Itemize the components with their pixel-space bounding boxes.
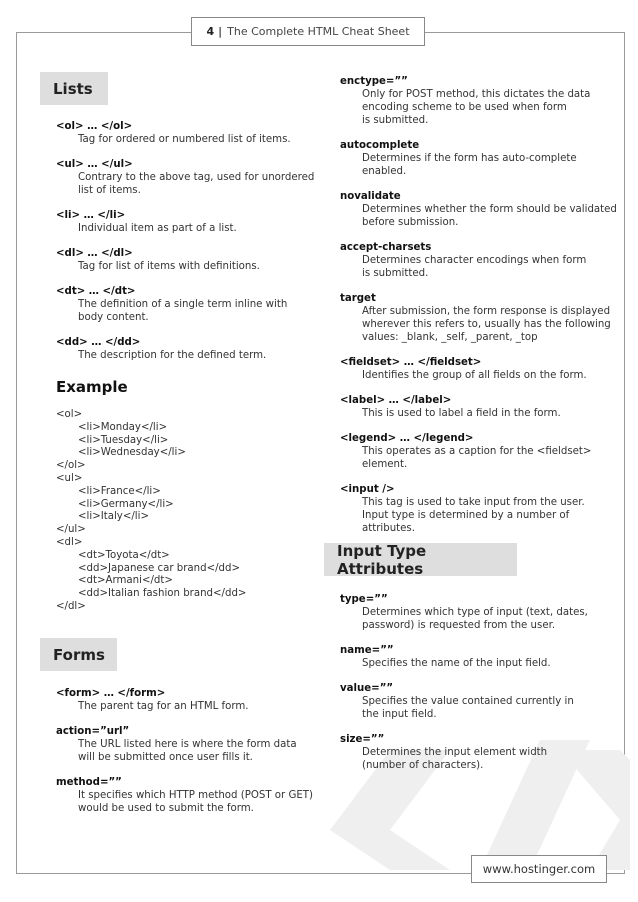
entry-term: value=”” <box>340 683 394 694</box>
entry-desc: Determines which type of input (text, dates, password) is requested from the user. <box>362 607 588 631</box>
list-entry <box>56 158 316 197</box>
entry-term: accept-charsets <box>340 242 432 253</box>
code-line: <dd>Japanese car brand</dd> <box>78 562 241 574</box>
list-entry <box>340 644 620 670</box>
entry-desc: This is used to label a field in the form. <box>362 408 561 419</box>
list-entry <box>340 190 620 229</box>
entry-desc: This operates as a caption for the <fieldset> element. <box>362 446 592 470</box>
header-separator: | <box>218 25 223 38</box>
entry-desc: The URL listed here is where the form data will be submitted once user fills it. <box>78 739 297 763</box>
code-line: <ol> <box>56 409 83 420</box>
footer-url-text[interactable]: www.hostinger.com <box>482 862 596 876</box>
entry-desc: This tag is used to take input from the user. Input type is determined by a number of attributes. <box>362 497 585 534</box>
entry-term: <form> … </form> <box>56 688 166 699</box>
page-header <box>191 17 425 46</box>
list-entry <box>340 241 620 280</box>
entry-term: <ul> … </ul> <box>56 159 133 170</box>
entry-desc: Determines if the form has auto-complete enabled. <box>362 153 577 177</box>
list-entry <box>340 292 620 344</box>
lists-heading-text: Lists <box>53 79 93 98</box>
entry-desc: It specifies which HTTP method (POST or GET) would be used to submit the form. <box>78 790 313 814</box>
entry-term: <ol> … </ol> <box>56 121 133 132</box>
example-heading: Example <box>56 378 128 396</box>
entry-term: <dd> … </dd> <box>56 337 141 348</box>
entry-term: <legend> … </legend> <box>340 433 474 444</box>
list-entry <box>340 432 620 471</box>
list-entry <box>340 593 620 632</box>
list-entry <box>56 725 316 764</box>
entry-desc: After submission, the form response is displayed wherever this refers to, usually has the following values: _blank, _self, _parent, _top <box>362 306 611 343</box>
list-entry <box>56 687 316 713</box>
list-entry <box>56 209 316 235</box>
entry-desc: The description for the defined term. <box>78 350 267 361</box>
entry-desc: Determines character encodings when form is submitted. <box>362 255 587 279</box>
forms-entries <box>56 687 316 827</box>
list-entry <box>340 682 620 721</box>
entry-term: size=”” <box>340 734 385 745</box>
lists-entries <box>56 120 316 374</box>
code-line: <li>France</li> <box>78 485 161 497</box>
code-line: </dl> <box>56 600 86 612</box>
entry-term: <dt> … </dt> <box>56 286 136 297</box>
code-line: </ul> <box>56 524 86 536</box>
entry-desc: Contrary to the above tag, used for unordered list of items. <box>78 172 315 196</box>
code-line: <li>Italy</li> <box>78 511 149 523</box>
forms-heading-text: Forms <box>53 645 105 664</box>
entry-term: enctype=”” <box>340 76 408 87</box>
entry-desc: Tag for ordered or numbered list of items. <box>78 134 291 145</box>
code-line: <li>Monday</li> <box>78 421 168 433</box>
code-line: <li>Tuesday</li> <box>78 434 169 446</box>
list-entry <box>56 336 316 362</box>
entry-desc: Specifies the value contained currently in the input field. <box>362 696 574 720</box>
code-line: </ol> <box>56 460 86 472</box>
input-type-attributes-heading-text: Input Type Attributes <box>337 541 427 578</box>
code-line: <ul> <box>56 472 83 484</box>
list-entry <box>56 247 316 273</box>
entry-desc: Tag for list of items with definitions. <box>78 261 260 272</box>
footer-url[interactable] <box>471 855 607 883</box>
entry-desc: Only for POST method, this dictates the data encoding scheme to be used when form is submitted. <box>362 89 591 126</box>
entry-desc: Identifies the group of all fields on the form. <box>362 370 587 381</box>
code-line: <dl> <box>56 536 83 548</box>
header-title: The Complete HTML Cheat Sheet <box>227 25 410 38</box>
entry-desc: Individual item as part of a list. <box>78 223 237 234</box>
code-line: <dt>Armani</dt> <box>78 575 173 587</box>
example-code-block <box>56 409 246 614</box>
entry-term: autocomplete <box>340 140 420 151</box>
list-entry <box>340 75 620 127</box>
entry-term: target <box>340 293 376 304</box>
entry-term: type=”” <box>340 594 388 605</box>
list-entry <box>340 733 620 772</box>
list-entry <box>340 483 620 535</box>
page-number: 4 <box>206 25 215 38</box>
entry-term: <li> … </li> <box>56 210 126 221</box>
entry-term: name=”” <box>340 645 394 656</box>
entry-desc: Determines whether the form should be validated before submission. <box>362 204 617 228</box>
code-line: <dd>Italian fashion brand</dd> <box>78 588 247 600</box>
entry-desc: The definition of a single term inline with body content. <box>78 299 288 323</box>
input-type-attributes-heading <box>324 543 517 576</box>
entry-term: <dl> … </dl> <box>56 248 133 259</box>
entry-desc: Determines the input element width (number of characters). <box>362 747 548 771</box>
entry-term: <fieldset> … </fieldset> <box>340 357 482 368</box>
list-entry <box>56 120 316 146</box>
entry-desc: Specifies the name of the input field. <box>362 658 551 669</box>
list-entry <box>340 139 620 178</box>
list-entry <box>340 356 620 382</box>
entry-term: <label> … </label> <box>340 395 452 406</box>
code-line: <dt>Toyota</dt> <box>78 549 170 561</box>
list-entry <box>56 285 316 324</box>
list-entry <box>340 394 620 420</box>
entry-desc: The parent tag for an HTML form. <box>78 701 249 712</box>
entry-term: method=”” <box>56 777 122 788</box>
input-attribute-entries <box>340 593 620 784</box>
code-line: <li>Germany</li> <box>78 498 174 510</box>
entry-term: <input /> <box>340 484 395 495</box>
entry-term: novalidate <box>340 191 401 202</box>
lists-heading <box>40 72 108 105</box>
list-entry <box>56 776 316 815</box>
form-attribute-entries <box>340 75 620 547</box>
forms-heading <box>40 638 117 671</box>
entry-term: action=”url” <box>56 726 130 737</box>
code-line: <li>Wednesday</li> <box>78 447 186 459</box>
